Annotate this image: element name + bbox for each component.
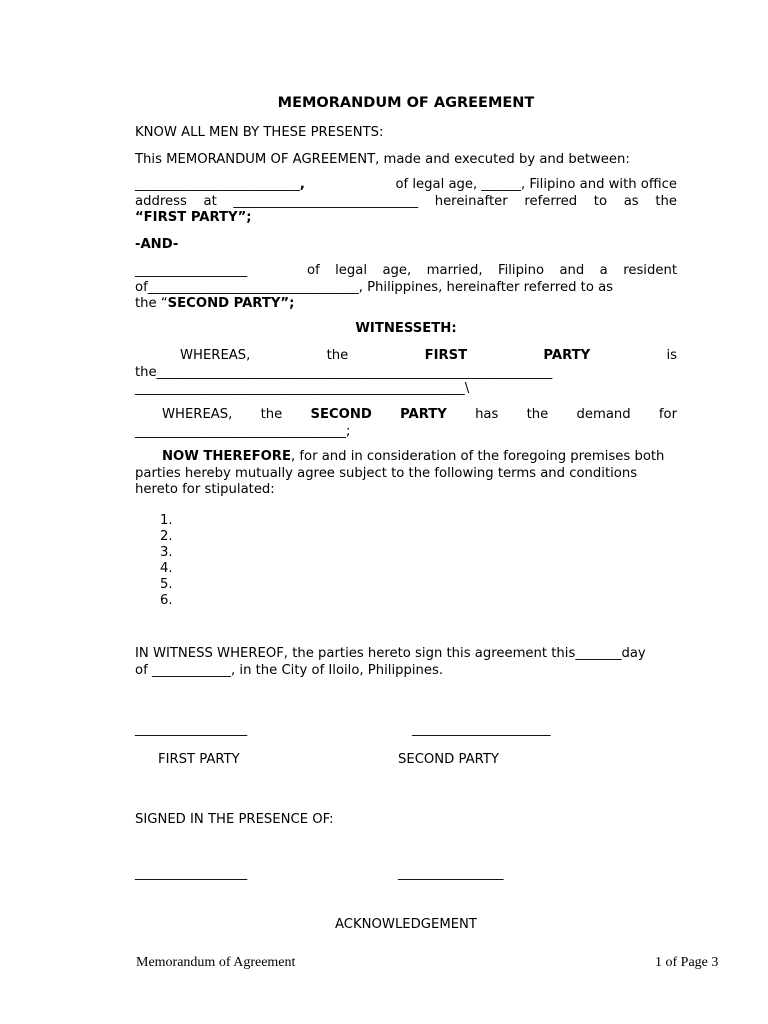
whereas-first-blank-2: __________________________________________________\	[135, 381, 470, 396]
witness-line-2: of ____________, in the City of Iloilo, Philippines.	[135, 662, 444, 678]
whereas-second-line: WHEREAS, the SECOND PARTY has the demand for	[162, 407, 677, 422]
whereas-second-blank: ________________________________;	[135, 423, 351, 439]
whereas-first-blank-1: the____________________________________________________________	[135, 364, 553, 380]
witness-line-1: IN WITNESS WHEREOF, the parties hereto sign this agreement this_______day	[135, 646, 646, 661]
second-party-line-2: of________________________________, Philippines, hereinafter referred to as	[135, 279, 614, 295]
witness-signature-line-2: ________________	[398, 866, 504, 881]
blank-name: _________________________,	[135, 177, 305, 192]
list-item: 6.	[160, 593, 173, 608]
first-party-line-1	[135, 177, 677, 194]
second-party-caption: SECOND PARTY	[398, 752, 499, 767]
list-item: 3.	[160, 545, 173, 560]
witnesseth-heading: WITNESSETH:	[355, 321, 457, 336]
know-all-line: KNOW ALL MEN BY THESE PRESENTS:	[135, 125, 384, 140]
list-item: 4.	[160, 561, 173, 576]
now-therefore-line-2: parties hereby mutually agree subject to the following terms and conditions	[135, 465, 638, 481]
now-therefore-line-3: hereto for stipulated:	[135, 482, 275, 497]
whereas-first-line: WHEREAS, the FIRST PARTY is	[180, 348, 677, 363]
list-item: 1.	[160, 513, 173, 528]
now-therefore-line-1: NOW THEREFORE, for and in consideration of the foregoing premises both	[162, 449, 665, 464]
first-party-caption: FIRST PARTY	[158, 752, 240, 767]
signed-presence-label: SIGNED IN THE PRESENCE OF:	[135, 812, 334, 827]
first-party-paragraph	[135, 177, 677, 227]
footer-left: Memorandum of Agreement	[136, 955, 296, 970]
second-party-label-line: the “SECOND PARTY”;	[135, 296, 295, 311]
first-party-signature-line: _________________	[135, 722, 248, 737]
list-item: 2.	[160, 529, 173, 544]
second-party-signature-line: _____________________	[412, 722, 551, 737]
whereas-first-party	[135, 348, 677, 398]
whereas-second-party	[135, 407, 677, 440]
first-party-line-2: address at ____________________________ hereinafter referred to as the	[135, 193, 677, 209]
list-item: 5.	[160, 577, 173, 592]
witness-paragraph	[135, 646, 677, 679]
acknowledgement-heading: ACKNOWLEDGEMENT	[335, 917, 477, 932]
blank-name-2: _________________	[135, 263, 248, 278]
first-party-label: “FIRST PARTY”;	[135, 210, 252, 225]
second-party-paragraph	[135, 263, 677, 313]
terms-list	[160, 513, 173, 609]
first-party-line-1-rest: of legal age, ______, Filipino and with office	[395, 177, 677, 192]
now-therefore-paragraph	[135, 449, 677, 499]
intro-line: This MEMORANDUM OF AGREEMENT, made and executed by and between:	[135, 152, 630, 167]
second-party-line-1	[135, 263, 677, 280]
and-separator: -AND-	[135, 237, 179, 252]
document-title: MEMORANDUM OF AGREEMENT	[277, 95, 535, 111]
witness-signature-line-1: _________________	[135, 866, 248, 881]
footer-page-number: 1 of Page 3	[655, 955, 719, 970]
second-party-line-1-rest: of legal age, married, Filipino and a resident	[307, 263, 677, 278]
